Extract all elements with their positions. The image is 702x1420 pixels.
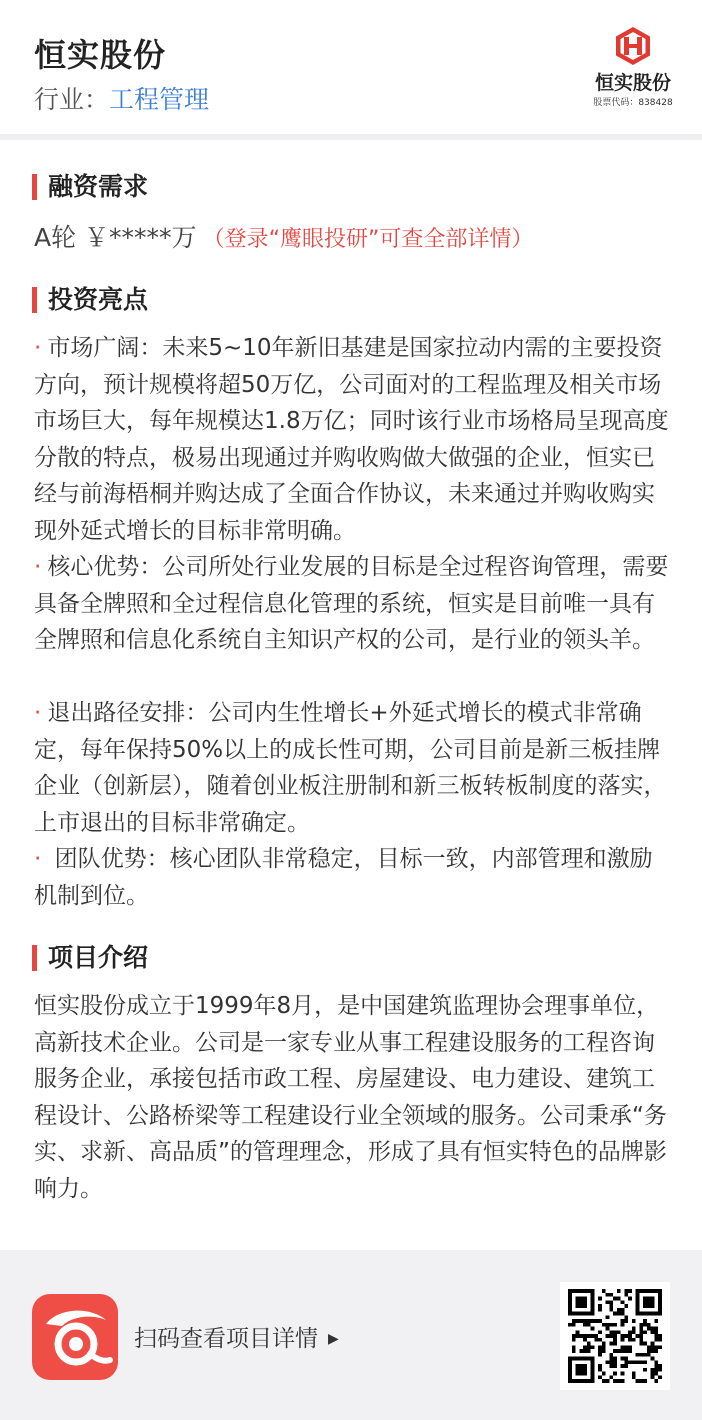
highlight-text: 核心优势：公司所处行业发展的目标是全过程咨询管理，需要具备全牌照和全过程信息化管理的系统，恒实是目前唯一具有全牌照和信息化系统自主知识产权的公司，是行业的领头羊。 xyxy=(34,554,669,653)
triangle-right-icon: ▶ xyxy=(328,1331,339,1347)
eagle-eye-icon xyxy=(32,1294,118,1380)
industry-label: 行业： xyxy=(34,85,110,114)
scan-text-label: 扫码查看项目详情 xyxy=(134,1326,318,1352)
login-details-link[interactable]: （登录“鹰眼投研”可查全部详情） xyxy=(202,227,534,252)
bullet: · xyxy=(34,335,42,361)
section-title-intro: 项目介绍 xyxy=(32,943,148,973)
company-name: 恒实股份 xyxy=(34,36,167,74)
logo-text: 恒实股份 xyxy=(594,72,671,94)
highlight-text: 团队优势：核心团队非常稳定，目标一致，内部管理和激励机制到位。 xyxy=(34,846,653,909)
footer xyxy=(0,1250,702,1420)
bullet: · xyxy=(34,700,42,726)
highlight-item xyxy=(34,330,670,549)
highlight-text: 退出路径安排：公司内生性增长+外延式增长的模式非常确定，每年保持50%以上的成长性可期，公司目前是新三板挂牌企业（创新层），随着创业板注册制和新三板转板制度的落实，上市退出的目标非常确定。 xyxy=(34,700,667,836)
highlight-text: 市场广阔：未来5~10年新旧基建是国家拉动内需的主要投资方向，预计规模将超50万亿，公司面对的工程监理及相关市场市场巨大，每年规模达1.8万亿；同时该行业市场格局呈现高度分散的特点，极易出现通过并购收购做大做强的企业，恒实已经与前海梧桐并购达成了全面合作协议，未来通过并购收购实现外延式增长的目标非常明确。 xyxy=(34,335,669,544)
industry-value-link[interactable]: 工程管理 xyxy=(109,85,210,114)
financing-amount: A轮 ￥*****万 xyxy=(34,223,197,252)
section-title-financing: 融资需求 xyxy=(32,172,148,202)
hawkeye-app-icon[interactable] xyxy=(32,1294,118,1380)
hexagon-h-logo-icon xyxy=(613,26,653,66)
stock-code: 股票代码：838428 xyxy=(593,98,673,108)
bullet: · xyxy=(34,846,42,872)
header-divider xyxy=(0,134,702,140)
scan-for-details[interactable] xyxy=(134,1320,339,1353)
highlight-item xyxy=(34,549,670,659)
section-title-highlights: 投资亮点 xyxy=(32,285,148,315)
financing-line xyxy=(34,218,533,254)
highlight-item xyxy=(34,841,670,914)
company-logo xyxy=(588,26,678,112)
header xyxy=(0,0,702,134)
qr-code-icon xyxy=(560,1282,670,1390)
highlight-item xyxy=(34,695,670,841)
bullet: · xyxy=(34,554,42,580)
industry-line xyxy=(34,80,209,116)
intro-text: 恒实股份成立于1999年8月，是中国建筑监理协会理事单位，高新技术企业。公司是一家专业从事工程建设服务的工程咨询服务企业，承接包括市政工程、房屋建设、电力建设、建筑工程设计、公路桥梁等工程建设行业全领域的服务。公司秉承“务实、求新、高品质”的管理理念，形成了具有恒实特色的品牌影响力。 xyxy=(34,993,667,1202)
